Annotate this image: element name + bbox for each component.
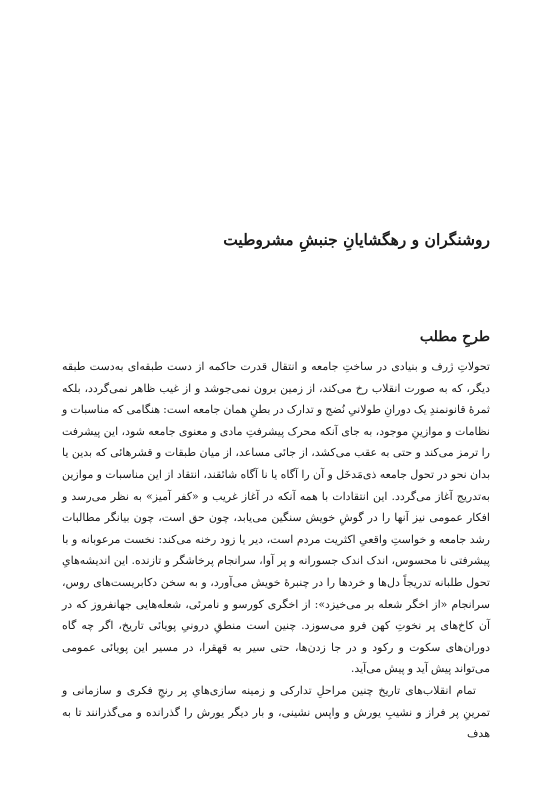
body-text	[62, 356, 490, 745]
section-heading: طرحِ مطلب	[419, 329, 490, 345]
chapter-title: روشنگران و رهگشایانِ جنبشِ مشروطیت	[223, 230, 490, 249]
paragraph-2: تمام انقلاب‌های تاریخ چنین مراحلِ تدارکی و زمینه سازی‌هایِ پر رنجِ فکری و سازمانی و تمرینِ پر فراز و نشیبِ یورش و واپس نشینی، و بار دیگر یورش را گذرانده و می‌گذرانند تا به هدف	[62, 683, 490, 741]
paragraph-1: تحولاتِ ژرف و بنیادی در ساختِ جامعه و انتقال قدرت حاکمه از دست طبقه‌ای به‌دست طبقه دیگر، که به صورت انقلاب رخ می‌کند، از زمین برون نمی‌جوشد و از غیب ظاهر نمی‌گردد، بلکه ثمرهٔ قانونمندِ یک دورانِ طولانیِ نُضج و تدارک در بطنِ همان جامعه است: هنگامی که مناسبات و نظامات و موازینِ موجود، به جای آنکه محرک پیشرفتِ مادی و معنوی جامعه شود، این پیشرفت را ترمز می‌کند و حتی به عقب می‌کشد، از جائی مساعد، از میان طبقات و قشرهائی که بدین یا بدان نحو در تحول جامعه ذی‌مَدخَل و آن را آگاه یا نا آگاه شائقند، انتقاد از این مناسبات و موازین به‌تدریج آغاز می‌گردد. این انتقادات با همه آنکه در آغاز غریب و «کفر آمیز» به نظر می‌رسد و افکار عمومی نیز آنها را در گوشِ خویش سنگین می‌یابد، چون حق است، چون بیانگر مطالبات رشد جامعه و خواستِ واقعیِ اکثریت مردم است، دیر یا زود رخنه می‌کند: نخست مرعوبانه و با پیشرفتی نا محسوس، اندک اندک جسورانه و پر آوا، سرانجام پرخاشگر و تازنده. این اندیشه‌هایِ تحول طلبانه تدریجاً دل‌ها و خردها را در چنبرهٔ خویش می‌آورد، و به سخن دکابریست‌های روس، سرانجام «از اخگر شعله بر می‌خیزد»: از اخگری کورسو و نامرئی، شعله‌هایی جهانفروز که در آن کاخ‌های پر نخوتِ کهن فرو می‌سوزد. چنین است منطقِ درونیِ پویائی تاریخ، اگر چه گاه دوران‌های سکوت و رکود و در جا زدن‌ها، حتی سیر به قهقرا، در مسیر این پویائی عمومی می‌تواند پیش آید و پیش می‌آید.	[62, 360, 490, 676]
